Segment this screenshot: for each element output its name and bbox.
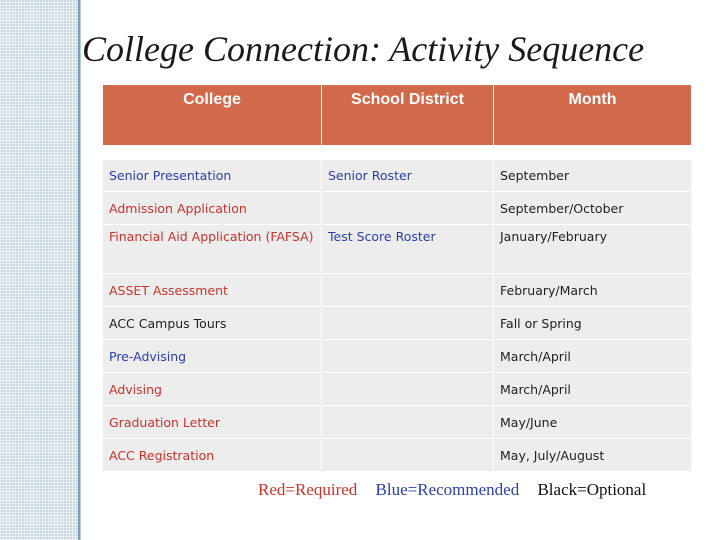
table-row xyxy=(103,373,691,406)
cell-month: February/March xyxy=(494,274,691,307)
color-legend xyxy=(258,480,646,500)
table-row xyxy=(103,439,691,472)
side-bar-divider xyxy=(80,0,81,540)
cell-college: Senior Presentation xyxy=(103,160,322,192)
decorative-side-bar xyxy=(0,0,80,540)
cell-district xyxy=(322,373,494,406)
legend-recommended: Blue=Recommended xyxy=(375,480,520,499)
legend-optional: Black=Optional xyxy=(537,480,647,499)
cell-month: September/October xyxy=(494,192,691,225)
page-title: College Connection: Activity Sequence xyxy=(82,29,645,69)
header-spacer xyxy=(103,145,691,160)
table-row xyxy=(103,160,691,192)
header-month: Month xyxy=(494,85,691,145)
cell-month: March/April xyxy=(494,373,691,406)
table-row xyxy=(103,192,691,225)
cell-district xyxy=(322,307,494,340)
cell-month: May, July/August xyxy=(494,439,691,472)
activity-sequence-table xyxy=(103,85,691,472)
table-row xyxy=(103,274,691,307)
cell-college: Financial Aid Application (FAFSA) xyxy=(103,225,322,274)
cell-district xyxy=(322,340,494,373)
cell-district xyxy=(322,192,494,225)
table-row xyxy=(103,225,691,274)
cell-district xyxy=(322,406,494,439)
table-row xyxy=(103,307,691,340)
table-header-row xyxy=(103,85,691,145)
cell-college: Advising xyxy=(103,373,322,406)
header-college: College xyxy=(103,85,322,145)
table-row xyxy=(103,406,691,439)
cell-college: Admission Application xyxy=(103,192,322,225)
cell-district: Senior Roster xyxy=(322,160,494,192)
cell-college: Graduation Letter xyxy=(103,406,322,439)
cell-district xyxy=(322,274,494,307)
header-school-district: School District xyxy=(322,85,494,145)
cell-college: ACC Registration xyxy=(103,439,322,472)
legend-required: Red=Required xyxy=(258,480,358,499)
cell-college: ASSET Assessment xyxy=(103,274,322,307)
cell-college: ACC Campus Tours xyxy=(103,307,322,340)
table-row xyxy=(103,340,691,373)
cell-district xyxy=(322,439,494,472)
cell-month: March/April xyxy=(494,340,691,373)
cell-district: Test Score Roster xyxy=(322,225,494,274)
cell-month: May/June xyxy=(494,406,691,439)
cell-college: Pre-Advising xyxy=(103,340,322,373)
cell-month: September xyxy=(494,160,691,192)
cell-month: Fall or Spring xyxy=(494,307,691,340)
cell-month: January/February xyxy=(494,225,691,274)
